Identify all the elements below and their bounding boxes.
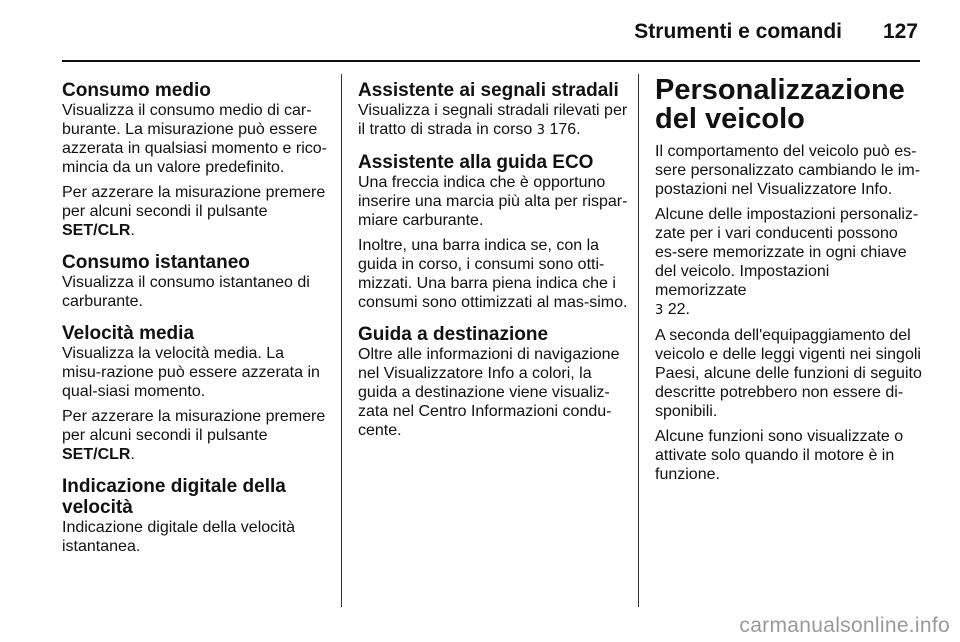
paragraph [655,205,923,320]
text: Alcune delle impostazioni personaliz-zate per i vari conducenti possono es-sere memorizzate in ogni chiave del veicolo. Impostazioni memorizzate [655,206,919,299]
text: Visualizza i segnali stradali rilevati per il tratto di strada in corso [358,102,628,138]
page-number: 127 [882,20,918,43]
section-eco [358,152,628,312]
paragraph: Oltre alle informazioni di navigazione nel Visualizzatore Info a colori, la guida a destinazione viene visualiz-zata nel Centro Informazioni condu-cente. [358,346,620,439]
section-consumo-istantaneo [62,252,327,311]
section-guida-destinazione [358,324,628,440]
running-title: Strumenti e comandi [634,20,842,43]
page-ref[interactable]: 176. [549,121,581,138]
section-heading: Indicazione digitale della velocità [62,476,286,518]
section-heading: Velocità media [62,323,195,344]
section-velocita-media [62,323,327,464]
text: Per azzerare la misurazione premere per alcuni secondi il pulsante [62,184,326,220]
button-name: SET/CLR [62,222,131,239]
paragraph: Una freccia indica che è opportuno inserire una marcia più alta per rispar-miare carburante. [358,174,628,229]
header-rule [62,60,920,62]
section-heading: Consumo medio [62,80,211,101]
section-consumo-medio [62,80,327,240]
text: . [130,446,135,463]
section-indicazione-digitale [62,476,327,556]
chapter-heading: Personalizzazione del veicolo [655,74,905,135]
page-ref-arrow-icon: 3 [655,303,664,318]
page-header [0,0,960,62]
text: Per azzerare la misurazione premere per alcuni secondi il pulsante [62,408,326,444]
section-segnali-stradali [358,80,628,140]
paragraph: Indicazione digitale della velocità istantanea. [62,519,296,555]
paragraph: Visualizza il consumo istantaneo di carburante. [62,274,310,310]
watermark: carmanualsonline.info [739,614,950,637]
section-heading: Consumo istantaneo [62,252,250,273]
section-heading: Assistente ai segnali stradali [358,80,619,101]
column-divider-1 [341,74,342,607]
paragraph [358,101,628,140]
paragraph: A seconda dell'equipaggiamento del veicolo e delle leggi vigenti nei singoli Paesi, alcune delle funzioni di seguito descritte potrebbero non essere di-sponibili. [655,327,922,420]
column-3 [655,74,923,490]
section-heading: Guida a destinazione [358,324,549,345]
paragraph: Alcune funzioni sono visualizzate o attivate solo quando il motore è in funzione. [655,428,904,483]
paragraph [62,407,327,464]
text: . [130,222,135,239]
button-name: SET/CLR [62,446,131,463]
paragraph: Inoltre, una barra indica se, con la guida in corso, i consumi sono otti-mizzati. Una barra piena indica che i consumi sono ottimizzati al mas-simo. [358,237,628,311]
paragraph: Visualizza il consumo medio di car-burante. La misurazione può essere azzerata in qualsiasi momento e rico-mincia da un valore predefinito. [62,102,328,176]
column-1 [62,74,327,568]
paragraph: Visualizza la velocità media. La misu-razione può essere azzerata in qual-siasi momento. [62,345,320,400]
column-2 [358,74,628,452]
paragraph: Il comportamento del veicolo può es-sere personalizzato cambiando le im-postazioni nel Visualizzatore Info. [655,143,921,198]
paragraph [62,183,327,240]
section-heading: Assistente alla guida ECO [358,152,594,173]
page-ref-arrow-icon: 3 [536,123,546,138]
column-divider-2 [638,74,639,607]
page-ref[interactable]: 22. [667,301,690,318]
